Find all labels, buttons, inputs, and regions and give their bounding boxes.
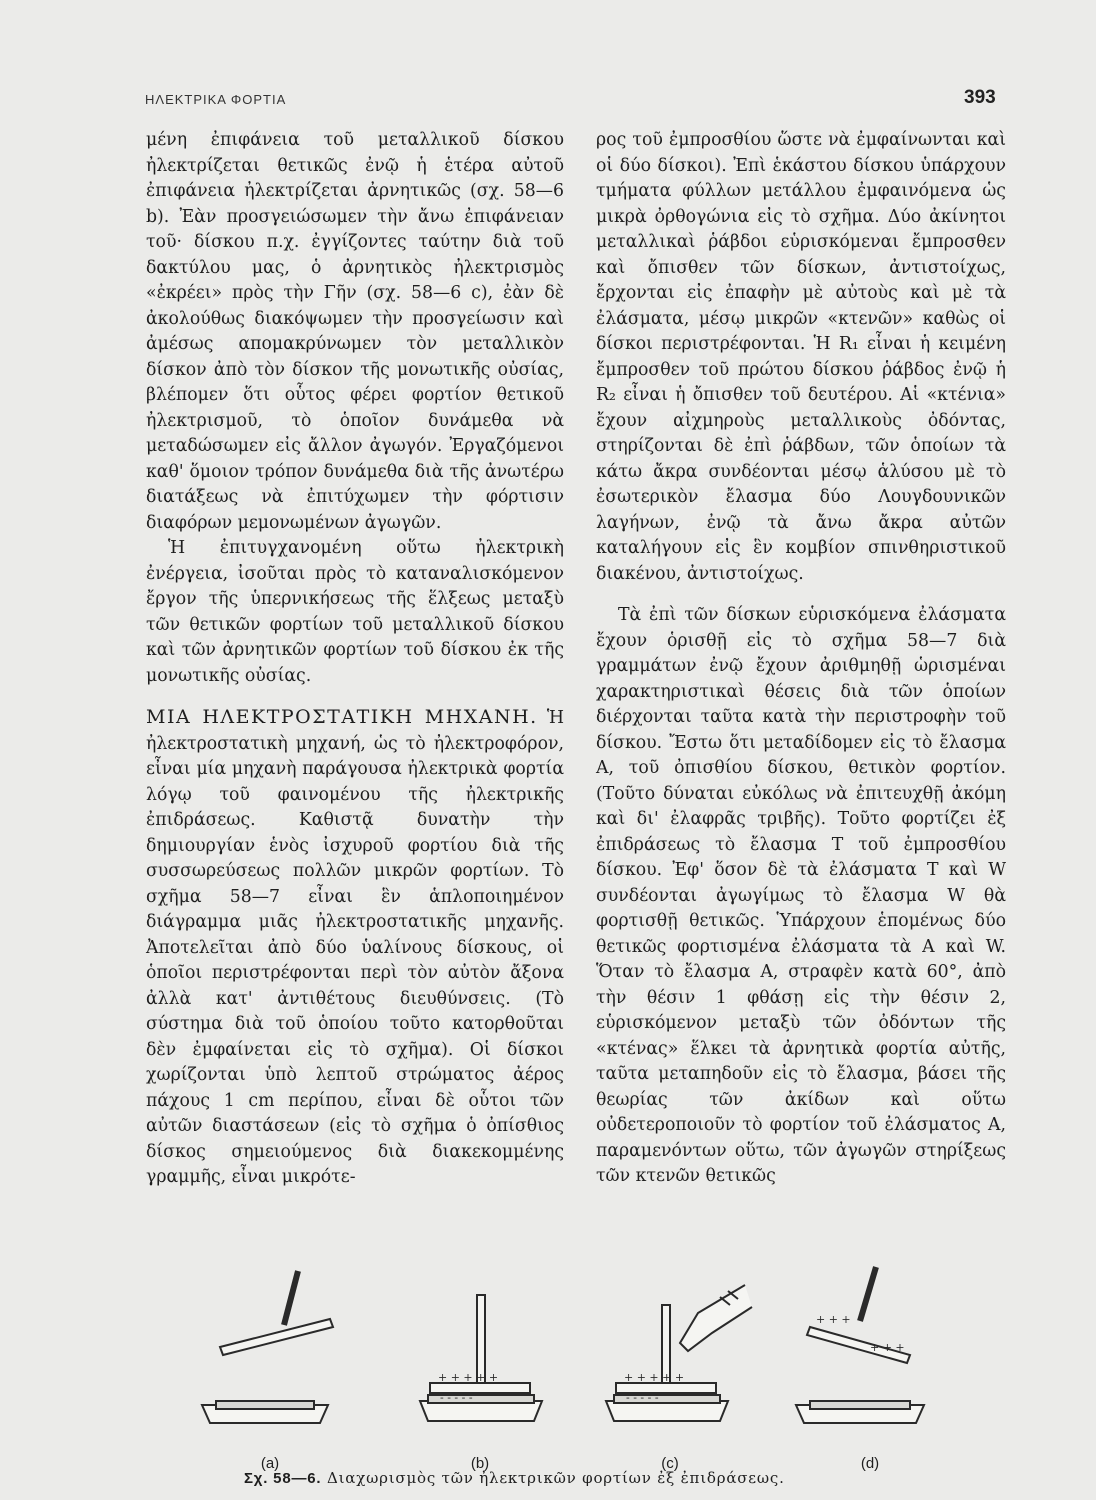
left-paragraph-3	[146, 705, 564, 1191]
figure-panel-b	[390, 1255, 570, 1472]
left-paragraph-1: μένη ἐπιφάνεια τοῦ μεταλλικοῦ δίσκου ἠλεκτρίζεται θετικῶς ἐνῷ ἡ ἑτέρα αὐτοῦ ἐπιφάνεια ἠλεκτρίζεται ἀρνητικῶς (σχ. 58—6 b). Ἐὰν προσγειώσωμεν τὴν ἄνω ἐπιφάνειαν τοῦ· δίσκου π.χ. ἐγγίζοντες ταύτην διὰ τοῦ δακτύλου μας, ὁ ἀρνητικὸς ἠλεκτρισμὸς «ἐκρέει» πρὸς τὴν Γῆν (σχ. 58—6 c), ἐὰν δὲ ἀκολούθως διακόψωμεν τὴν προσγείωσιν καὶ ἀμέσως απομακρύνωμεν τὸν μεταλλικὸν δίσκον ἀπὸ τὸν δίσκον τῆς μονωτικῆς οὐσίας, βλέπομεν ὅτι οὗτος φέρει φορτίον θετικοῦ ἠλεκτρισμοῦ, τὸ ὁποῖον δυνάμεθα νὰ μεταδώσωμεν εἰς ἄλλον ἀγωγόν. Ἐργαζόμενοι καθ' ὅμοιον τρόπον δυνάμεθα διὰ τῆς ἀνωτέρω διατάξεως νὰ ἐπιτύχωμεν τὴν φόρτισιν διαφόρων μεμονωμένων ἀγωγῶν.	[146, 130, 564, 533]
figure-58-6	[180, 1255, 960, 1485]
panel-b-drawing	[390, 1255, 570, 1455]
svg-text:- - - - -: - - - - -	[440, 1391, 473, 1404]
running-title: ΗΛΕΚΤΡΙΚΑ ΦΟΡΤΙΑ	[145, 92, 287, 107]
section-heading: ΜΙΑ ΗΛΕΚΤΡΟΣΤΑΤΙΚΗ ΜΗΧΑΝΗ.	[146, 706, 538, 728]
panel-a-drawing	[180, 1255, 360, 1455]
right-paragraph-1: ρος τοῦ ἐμπροσθίου ὥστε νὰ ἐμφαίνωνται καὶ οἱ δύο δίσκοι). Ἐπὶ ἑκάστου δίσκου ὑπάρχουν τμήματα φύλλων μετάλλου ἐμφαινόμενα ὡς μικρὰ ὀρθογώνια εἰς τὸ σχῆμα. Δύο ἀκίνητοι μεταλλικαὶ ῥάβδοι εὑρισκόμεναι ἔμπροσθεν καὶ ὄπισθεν τῶν δίσκων, ἀντιστοίχως, ἔρχονται εἰς ἐπαφὴν μὲ αὐτοὺς καὶ μὲ τὰ ἐλάσματα, μέσῳ μικρῶν «κτενῶν» καθὼς οἱ δίσκοι περιστρέφονται. Ἡ R₁ εἶναι ἡ κειμένη ἔμπροσθεν τοῦ πρώτου δίσκου ῥάβδος ἐνῷ ἡ R₂ εἶναι ἡ ὄπισθεν τοῦ δευτέρου. Αἱ «κτένια» ἔχουν αἰχμηροὺς μεταλλικοὺς ὀδόντας, στηρίζονται δὲ ἐπὶ ῥάβδων, τῶν ὁποίων τὰ κάτω ἄκρα συνδέονται μέσῳ ἁλύσου μὲ τὸ ἐσωτερικὸν ἔλασμα δύο Λουγδουνικῶν λαγήνων, ἐνῷ τὰ ἄνω ἄκρα αὐτῶν καταλήγουν εἰς ἓν κομβίον σπινθηριστικοῦ διακένου, ἀντιστοίχως.	[596, 130, 1006, 584]
panel-d-drawing	[780, 1255, 960, 1455]
left-column	[146, 128, 564, 1191]
svg-text:+ + +: + + +	[816, 1313, 851, 1326]
figure-label-c: (c)	[661, 1455, 679, 1472]
svg-text:+ + +: + + +	[870, 1341, 905, 1354]
right-paragraph-2: Τὰ ἐπὶ τῶν δίσκων εὑρισκόμενα ἐλάσματα ἔχουν ὁρισθῇ εἰς τὸ σχῆμα 58—7 διὰ γραμμάτων ἐνῷ ἔχουν ἀριθμηθῇ ὡρισμέναι χαρακτηριστικαὶ θέσεις διὰ τῶν ὁποίων διέρχονται ταῦτα κατὰ τὴν περιστροφὴν τοῦ δίσκου. Ἔστω ὅτι μεταδίδομεν εἰς τὸ ἔλασμα Α, τοῦ ὀπισθίου δίσκου, θετικὸν φορτίον.(Τοῦτο δύναται εὐκόλως νὰ ἐπιτευχθῇ ἀκόμη καὶ δι' ἐλαφρᾶς τριβῆς). Τοῦτο φορτίζει ἐξ ἐπιδράσεως τὸ ἔλασμα Τ τοῦ ἐμπροσθίου δίσκου. Ἐφ' ὅσον δὲ τὰ ἐλάσματα Τ καὶ W συνδέονται ἀγωγίμως τὸ ἔλασμα W θὰ φορτισθῇ θετικῶς. Ὑπάρχουν ἑπομένως δύο θετικῶς φορτισμένα ἐλάσματα τὰ Α καὶ W. Ὅταν τὸ ἔλασμα Α, στραφὲν κατὰ 60°, ἀπὸ τὴν θέσιν 1 φθάσῃ εἰς τὴν θέσιν 2, εὑρισκόμενον μεταξὺ τῶν ὀδόντων τῆς «κτένας» ἕλκει τὰ ἀρνητικὰ φορτία αὐτῆς, ταῦτα μεταπηδοῦν εἰς τὸ ἔλασμα, βάσει τῆς θεωρίας τῶν ἀκίδων καὶ οὕτω οὐδετεροποιοῦν τὸ φορτίον τοῦ ἐλάσματος Α, παραμενόντων οὕτω, τῶν ἀγωγῶν στηρίξεως τῶν κτενῶν θετικῶς	[596, 605, 1006, 1186]
figure-label-d: (d)	[860, 1455, 880, 1472]
section-body: Ἡ ἠλεκτροστατικὴ μηχανή, ὡς τὸ ἠλεκτροφόρον, εἶναι μία μηχανὴ παράγουσα ἠλεκτρικὰ φορτία λόγῳ τοῦ φαινομένου τῆς ἠλεκτρικῆς ἐπιδράσεως. Καθιστᾷ δυνατὴν τὴν δημιουργίαν ἑνὸς ἰσχυροῦ φορτίου διὰ τῆς συσσωρεύσεως πολλῶν μικρῶν φορτίων. Τὸ σχῆμα 58—7 εἶναι ἓν ἁπλοποιημένον διάγραμμα μιᾶς ἠλεκτροστατικῆς μηχανῆς. Ἀποτελεῖται ἀπὸ δύο ὑαλίνους δίσκους, οἱ ὁποῖοι περιστρέφονται περὶ τὸν αὐτὸν ἄξονα ἀλλὰ κατ' ἀντιθέτους διευθύνσεις. (Τὸ σύστημα διὰ τοῦ ὁποίου τοῦτο κατορθοῦται δὲν ἐμφαίνεται εἰς τὸ σχῆμα). Οἱ δίσκοι χωρίζονται ὑπὸ λεπτοῦ στρώματος ἀέρος πάχους 1 cm περίπου, εἶναι δὲ οὗτοι τῶν αὐτῶν διαστάσεων (εἰς τὸ σχῆμα ὁ ὀπίσθιος δίσκος σημειούμενος διὰ διακεκομμένης γραμμῆς, εἶναι μικρότε-	[146, 708, 564, 1187]
caption-number: Σχ. 58—6.	[244, 1470, 322, 1487]
left-paragraph-2: Ἡ ἐπιτυγχανομένη οὕτω ἠλεκτρικὴ ἐνέργεια, ἰσοῦται πρὸς τὸ καταναλισκόμενον ἔργον τῆς ὑπερνικήσεως τῆς ἕλξεως μεταξὺ τῶν θετικῶν φορτίων τοῦ μεταλλικοῦ δίσκου καὶ τῶν ἀρνητικῶν φορτίων τοῦ δίσκου ἐκ τῆς μονωτικῆς οὐσίας.	[146, 538, 564, 686]
panel-c-drawing	[580, 1255, 760, 1455]
figure-label-b: (b)	[470, 1455, 490, 1472]
figure-panel-a	[180, 1255, 360, 1472]
page-number: 393	[964, 87, 996, 108]
caption-text: Διαχωρισμὸς τῶν ἠλεκτρικῶν φορτίων ἐξ ἐπιδράσεως.	[326, 1469, 785, 1487]
figure-panel-d	[780, 1255, 960, 1472]
figure-caption	[244, 1469, 904, 1487]
svg-text:+ + + + +: + + + + +	[624, 1371, 685, 1384]
svg-text:+ + + + +: + + + + +	[438, 1371, 499, 1384]
figure-panel-c	[580, 1255, 760, 1472]
svg-text:- - - - -: - - - - -	[626, 1391, 659, 1404]
figure-label-a: (a)	[260, 1455, 280, 1472]
right-column	[596, 128, 1006, 1190]
